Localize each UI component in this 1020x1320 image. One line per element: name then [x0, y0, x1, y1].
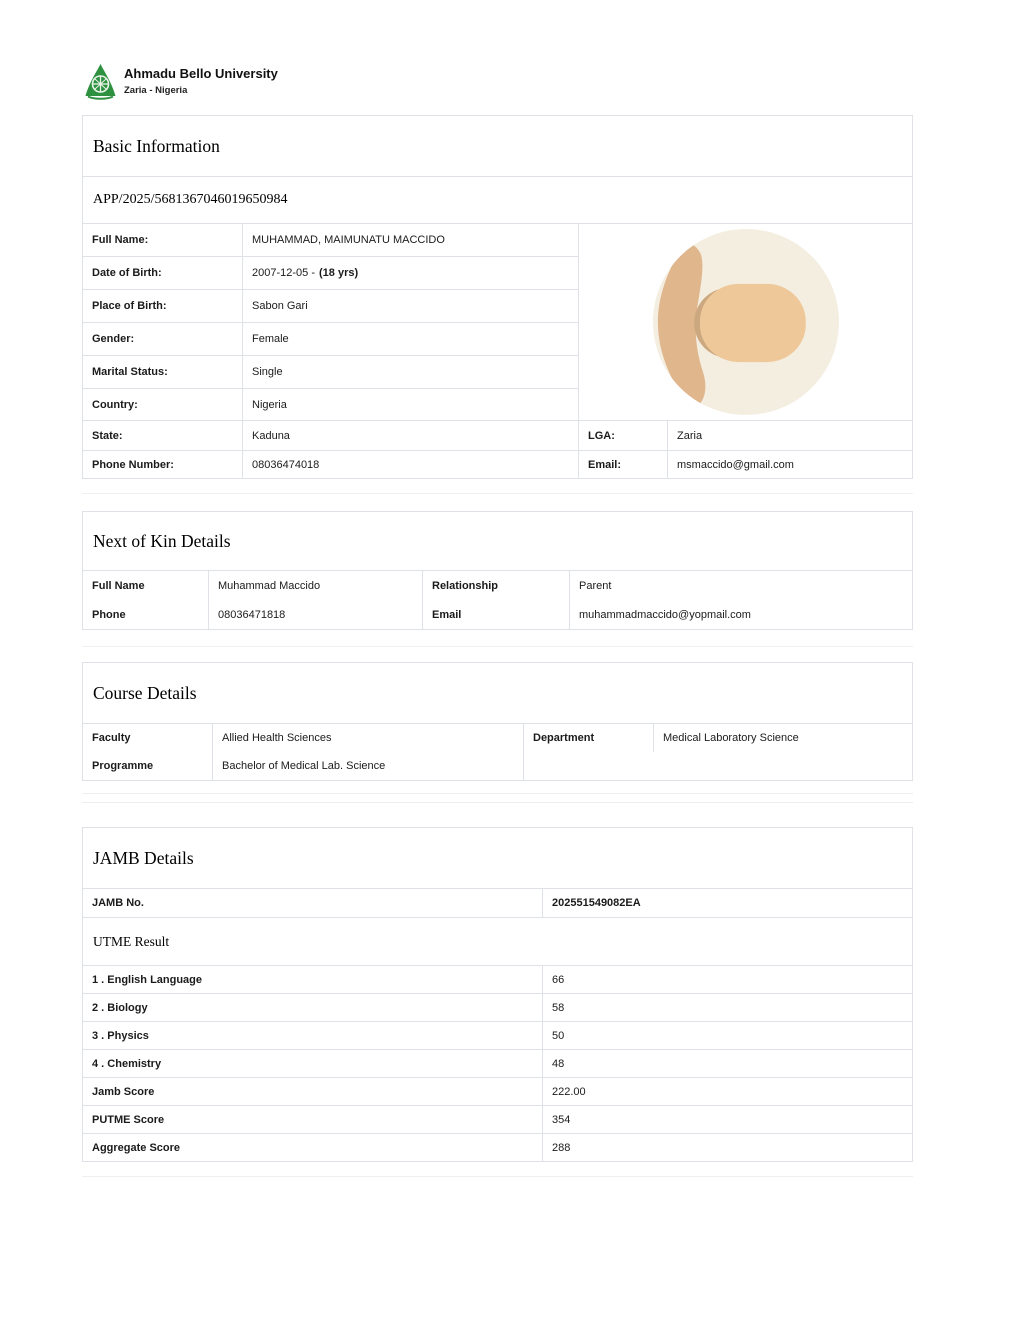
field-label: Email: [423, 600, 570, 629]
field-label: State:: [83, 421, 243, 450]
subject-score: 66: [552, 973, 565, 986]
section-divider: [82, 646, 913, 647]
next-of-kin-title: Next of Kin Details: [83, 512, 912, 571]
age-badge: (18 yrs): [319, 267, 359, 279]
field-label: Relationship: [423, 571, 570, 600]
field-row-marital-status: [83, 356, 578, 389]
subject-label: 1 . English Language: [83, 966, 543, 993]
university-name: Ahmadu Bello University: [124, 66, 278, 81]
field-row-place-of-birth: [83, 290, 578, 323]
field-value: Kaduna: [243, 421, 579, 450]
field-value: Single: [252, 366, 283, 378]
field-label: Marital Status:: [83, 356, 243, 388]
field-label: Place of Birth:: [83, 290, 243, 322]
empty-cell: [524, 752, 912, 780]
field-label: JAMB No.: [83, 889, 543, 917]
course-details-section: [82, 662, 913, 781]
jamb-details-title: JAMB Details: [83, 828, 912, 889]
field-label: Email:: [579, 451, 668, 478]
field-label: Department: [524, 724, 654, 752]
university-location: Zaria - Nigeria: [124, 85, 188, 96]
field-value: 08036471818: [209, 600, 423, 629]
section-divider: [82, 493, 913, 494]
basic-info-section: [82, 115, 913, 479]
course-row-programme: [83, 752, 912, 780]
subject-label: PUTME Score: [83, 1106, 543, 1133]
field-value: MUHAMMAD, MAIMUNATU MACCIDO: [252, 234, 445, 246]
subject-score: 354: [552, 1113, 571, 1126]
field-label: Date of Birth:: [83, 257, 243, 289]
subject-label: Jamb Score: [83, 1078, 543, 1105]
subject-score: 288: [552, 1141, 571, 1154]
field-row-dob: [83, 257, 578, 290]
score-row-putme-score: [83, 1105, 912, 1133]
field-value: Zaria: [677, 429, 703, 442]
field-label: Country:: [83, 389, 243, 420]
basic-info-title: Basic Information: [83, 116, 912, 177]
field-value: Nigeria: [252, 398, 287, 411]
field-label: Full Name: [83, 571, 209, 600]
field-label: Gender:: [83, 323, 243, 355]
field-row-full-name: [83, 224, 578, 257]
field-value: muhammadmaccido@yopmail.com: [579, 608, 751, 621]
application-number: APP/2025/5681367046019650984: [83, 177, 912, 224]
score-row-biology: [83, 993, 912, 1021]
subject-score: 50: [552, 1029, 565, 1042]
field-label: LGA:: [579, 421, 668, 450]
subject-label: 2 . Biology: [83, 994, 543, 1021]
course-details-title: Course Details: [83, 663, 912, 724]
applicant-photo: [579, 224, 912, 420]
field-label: Programme: [83, 752, 213, 780]
field-row-country: [83, 389, 578, 420]
score-row-aggregate-score: [83, 1133, 912, 1161]
field-value: Muhammad Maccido: [209, 571, 423, 600]
score-row-english: [83, 965, 912, 993]
kin-row-phone-email: [83, 600, 912, 629]
subject-score: 58: [552, 1001, 565, 1014]
subject-score: 48: [552, 1057, 565, 1070]
score-row-physics: [83, 1021, 912, 1049]
subject-label: 3 . Physics: [83, 1022, 543, 1049]
course-row-faculty-department: [83, 724, 912, 752]
field-label: Phone: [83, 600, 209, 629]
field-value: Allied Health Sciences: [213, 724, 524, 752]
jamb-no-value: 202551549082EA: [552, 897, 641, 909]
field-value: Sabon Gari: [252, 300, 308, 312]
applicant-photo-image: [653, 229, 839, 415]
field-value: msmaccido@gmail.com: [677, 458, 794, 471]
field-value: Medical Laboratory Science: [663, 732, 799, 744]
jamb-details-section: [82, 827, 913, 1162]
university-logo-icon: [84, 63, 117, 100]
field-row-phone-email: [83, 450, 912, 478]
field-value: Bachelor of Medical Lab. Science: [213, 752, 524, 780]
brand-header: [82, 0, 913, 100]
score-row-jamb-score: [83, 1077, 912, 1105]
field-value: Female: [252, 333, 289, 345]
kin-row-name-relationship: [83, 571, 912, 600]
field-value: 2007-12-05 - (18 yrs): [252, 267, 359, 279]
field-row-gender: [83, 323, 578, 356]
score-row-chemistry: [83, 1049, 912, 1077]
field-value: 08036474018: [243, 451, 579, 478]
utme-result-title: UTME Result: [83, 917, 912, 965]
field-value: Parent: [579, 579, 612, 592]
field-label: Phone Number:: [83, 451, 243, 478]
application-page: [82, 0, 913, 1177]
subject-label: Aggregate Score: [83, 1134, 543, 1161]
field-label: Full Name:: [83, 224, 243, 256]
section-divider: [82, 1176, 913, 1177]
jamb-no-row: [83, 889, 912, 917]
field-label: Faculty: [83, 724, 213, 752]
field-row-state-lga: [83, 420, 912, 450]
next-of-kin-section: [82, 511, 913, 630]
subject-label: 4 . Chemistry: [83, 1050, 543, 1077]
empty-section-strip: [82, 793, 913, 803]
subject-score: 222.00: [552, 1085, 586, 1098]
